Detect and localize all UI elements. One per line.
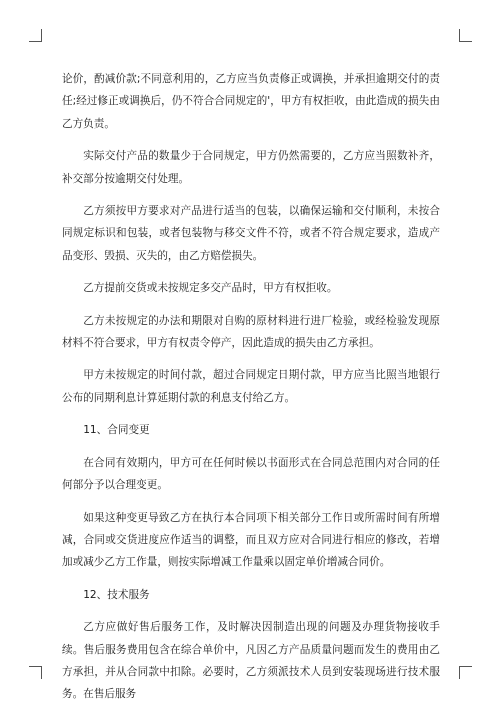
crop-mark-bottom-left [29,666,42,679]
paragraph-quality-remedy: 论价，酌减价款;不同意利用的，乙方应当负责修正或调换，并承担逾期交付的责任;经过修正或调换后，仍不符合合同规定的'，甲方有权拒收，由此造成的损失由乙方负责。 [62,73,440,130]
document-body [62,68,440,716]
paragraph-material-inspection: 乙方未按规定的办法和期限对自购的原材料进行进厂检验，或经检验发现原材料不符合要求，甲方有权责令停产，因此造成的损失由乙方承担。 [62,314,440,350]
paragraph-quantity-shortfall: 实际交付产品的数量少于合同规定，甲方仍然需要的，乙方应当照数补齐，补交部分按逾期交付处理。 [62,150,440,185]
crop-mark-top-left [29,29,42,42]
paragraph-after-sales: 乙方应做好售后服务工作，及时解决因制造出现的问题及办理货物接收手续。售后服务费用包含在综合单价中，凡因乙方产品质量问题而发生的费用由乙方承担，并从合同款中扣除。必要时，乙方须派技术人员到安装现场进行技术服务。在售后服务 [62,621,440,701]
paragraph-change-adjustment: 如果这种变更导致乙方在执行本合同项下相关部分工作日或所需时间有所增减，合同或交货进度应作适当的调整，而且双方应对合同进行相应的修改，若增加或减少乙方工作量，则按实际增减工作量乘以固定单价增减合同价。 [62,511,440,569]
section-heading-contract-change: 11、合同变更 [83,424,150,437]
paragraph-change-right: 在合同有效期内，甲方可在任何时候以书面形式在合同总范围内对合同的任何部分予以合理变更。 [62,456,440,492]
crop-mark-top-right [459,29,472,42]
paragraph-late-payment: 甲方未按规定的时间付款，超过合同规定日期付款，甲方应当比照当地银行公布的同期利息计算延期付款的利息支付给乙方。 [62,369,440,404]
paragraph-packaging: 乙方须按甲方要求对产品进行适当的包装，以确保运输和交付顺利，未按合同规定标识和包装，或者包装物与移交文件不符，或者不符合规定要求，造成产品变形、毁损、灭失的，由乙方赔偿损失。 [62,205,440,262]
crop-mark-bottom-right [459,666,472,679]
section-heading-technical-service: 12、技术服务 [83,588,150,601]
paragraph-early-delivery: 乙方提前交货或未按规定多交产品时，甲方有权拒收。 [83,282,338,295]
